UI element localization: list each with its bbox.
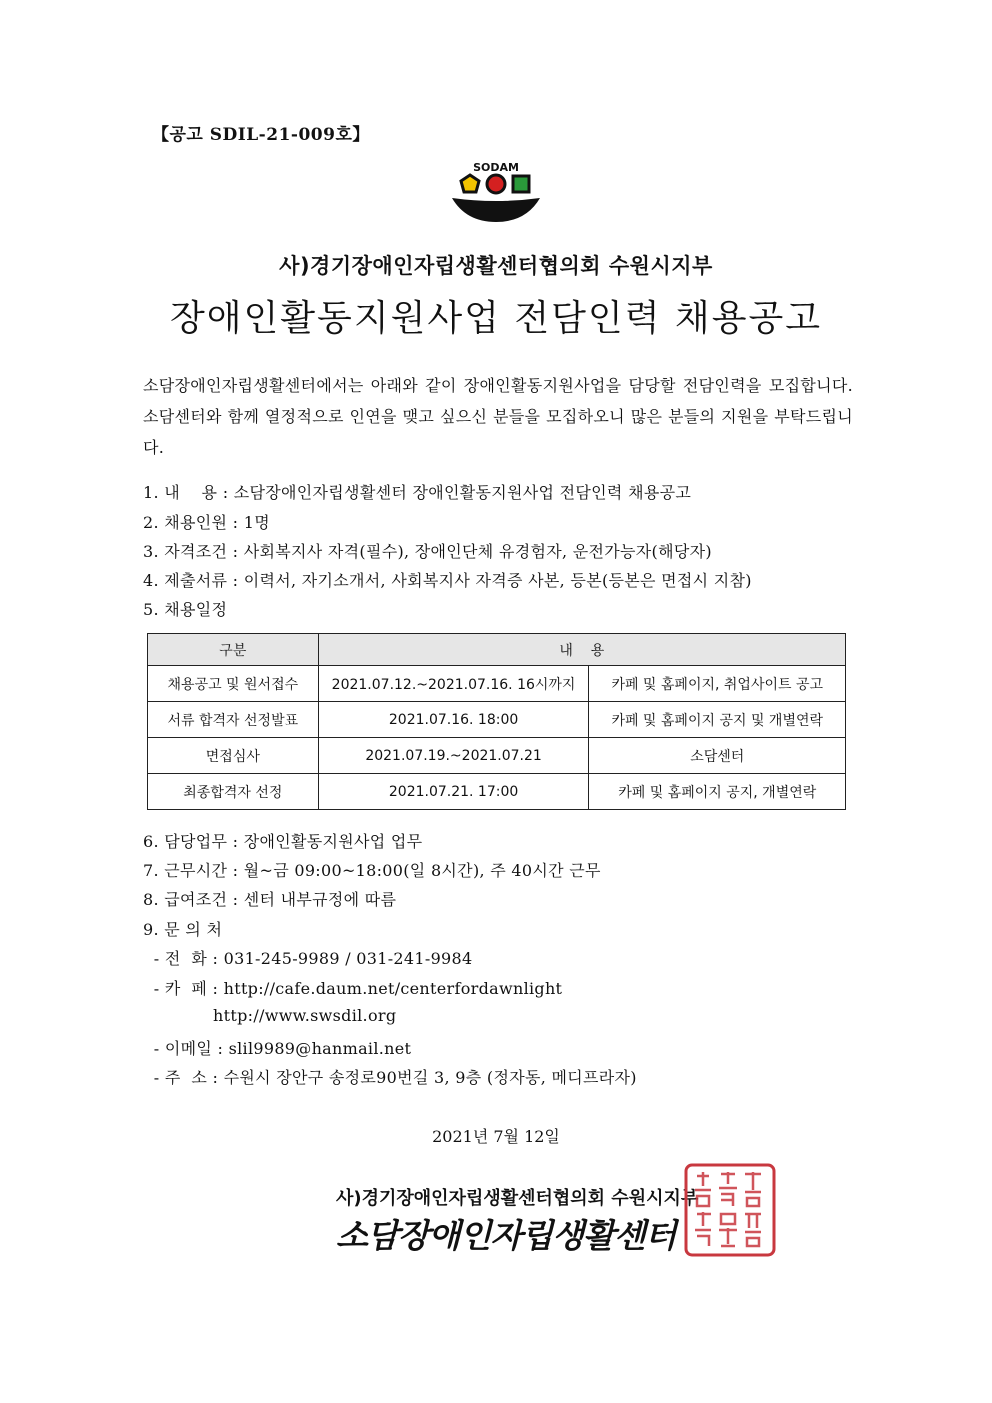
table-header-row bbox=[148, 634, 846, 666]
contact-homepage[interactable]: http://www.swsdil.org bbox=[143, 1006, 397, 1025]
item-contact-heading: 9. 문 의 처 bbox=[143, 920, 223, 939]
table-row bbox=[148, 738, 846, 774]
table-row bbox=[148, 702, 846, 738]
table-header-cell: 내 용 bbox=[318, 634, 845, 666]
contact-address: - 주 소 : 수원시 장안구 송정로90번길 3, 9층 (정자동, 메디프라자) bbox=[143, 1068, 637, 1087]
table-row bbox=[148, 774, 846, 810]
notice-number: 【공고 SDIL-21-009호】 bbox=[152, 125, 370, 145]
item-content: 1. 내 용 : 소담장애인자립생활센터 장애인활동지원사업 전담인력 채용공고 bbox=[143, 483, 692, 502]
logo-bowl-shape bbox=[452, 198, 540, 222]
table-cell: 2021.07.19.~2021.07.21 bbox=[318, 738, 589, 774]
item-duties: 6. 담당업무 : 장애인활동지원사업 업무 bbox=[143, 832, 423, 851]
logo-circle-shape bbox=[487, 175, 505, 193]
table-row bbox=[148, 666, 846, 702]
intro-paragraph: 소담장애인자립생활센터에서는 아래와 같이 장애인활동지원사업을 담당할 전담인력을 모집합니다. 소담센터와 함께 열정적으로 인연을 맺고 싶으신 분들을 모집하오니 많은 분들의 지원을 부탁드립니다. bbox=[143, 376, 853, 457]
org-name: 사)경기장애인자립생활센터협의회 수원시지부 bbox=[279, 254, 713, 278]
signature-org: 사)경기장애인자립생활센터협의회 수원시지부 bbox=[336, 1188, 699, 1209]
table-cell: 서류 합격자 선정발표 bbox=[148, 702, 319, 738]
schedule-table bbox=[147, 633, 846, 810]
table-cell: 카페 및 홈페이지 공지 및 개별연락 bbox=[589, 702, 846, 738]
notice-date: 2021년 7월 12일 bbox=[432, 1127, 560, 1146]
table-cell: 소담센터 bbox=[589, 738, 846, 774]
item-hours: 7. 근무시간 : 월~금 09:00~18:00(일 8시간), 주 40시간 근무 bbox=[143, 861, 601, 880]
table-cell: 2021.07.12.~2021.07.16. 16시까지 bbox=[318, 666, 589, 702]
sodam-logo bbox=[446, 158, 546, 228]
official-seal-stamp bbox=[683, 1162, 777, 1258]
logo-pentagon-shape bbox=[461, 175, 479, 192]
table-cell: 카페 및 홈페이지, 취업사이트 공고 bbox=[589, 666, 846, 702]
table-cell: 채용공고 및 원서접수 bbox=[148, 666, 319, 702]
contact-email[interactable]: - 이메일 : slil9989@hanmail.net bbox=[143, 1039, 412, 1058]
table-header-cell: 구분 bbox=[148, 634, 319, 666]
logo-square-shape bbox=[513, 176, 529, 192]
contact-phone: - 전 화 : 031-245-9989 / 031-241-9984 bbox=[143, 949, 473, 968]
signature-name: 소담장애인자립생활센터 bbox=[336, 1216, 676, 1255]
item-documents: 4. 제출서류 : 이력서, 자기소개서, 사회복지사 자격증 사본, 등본(등본은 면접시 지참) bbox=[143, 571, 752, 590]
table-cell: 2021.07.16. 18:00 bbox=[318, 702, 589, 738]
table-cell: 최종합격자 선정 bbox=[148, 774, 319, 810]
item-headcount: 2. 채용인원 : 1명 bbox=[143, 513, 270, 532]
item-salary: 8. 급여조건 : 센터 내부규정에 따름 bbox=[143, 890, 397, 909]
logo-text: SODAM bbox=[473, 161, 519, 174]
table-cell: 2021.07.21. 17:00 bbox=[318, 774, 589, 810]
table-cell: 면접심사 bbox=[148, 738, 319, 774]
item-schedule-heading: 5. 채용일정 bbox=[143, 600, 228, 619]
table-cell: 카페 및 홈페이지 공지, 개별연락 bbox=[589, 774, 846, 810]
page-title: 장애인활동지원사업 전담인력 채용공고 bbox=[169, 298, 823, 339]
contact-cafe[interactable]: - 카 페 : http://cafe.daum.net/centerfordawnlight bbox=[143, 979, 563, 998]
item-qualification: 3. 자격조건 : 사회복지사 자격(필수), 장애인단체 유경험자, 운전가능자(해당자) bbox=[143, 542, 712, 561]
